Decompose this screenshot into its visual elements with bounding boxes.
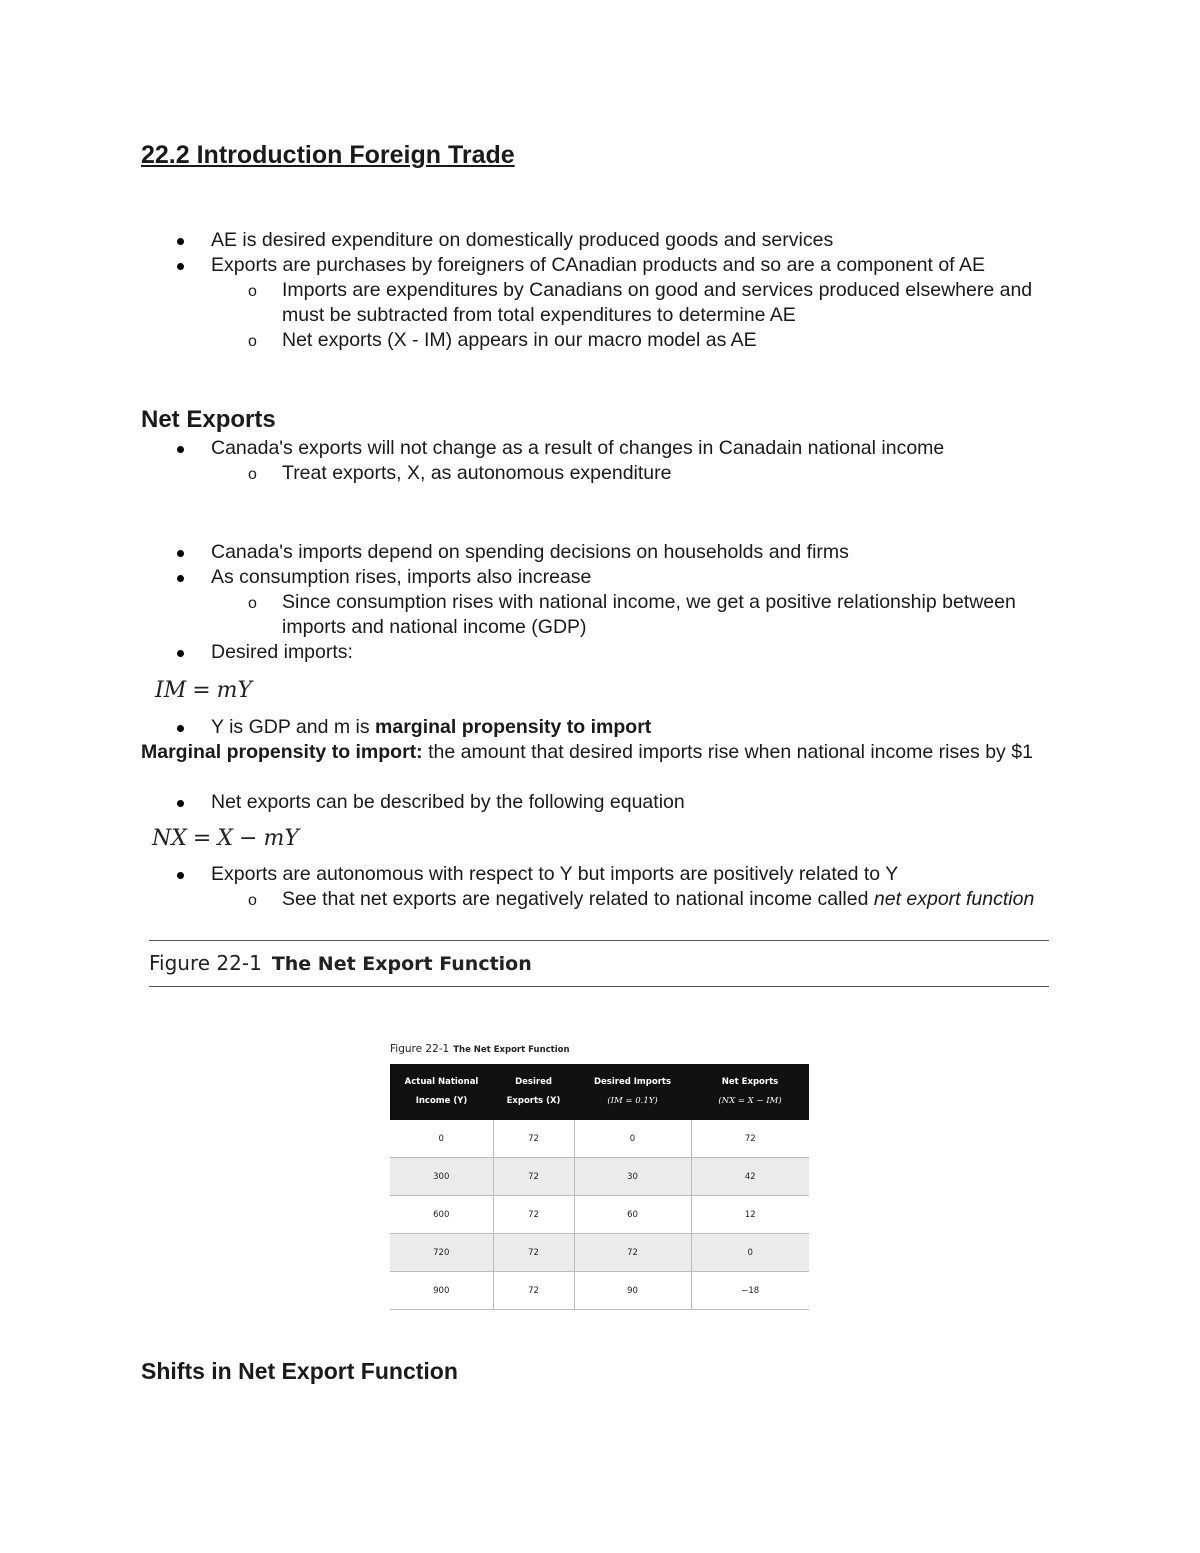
table-cell: 0	[390, 1120, 493, 1158]
mpi-list	[0, 715, 1046, 740]
inner-figure-name: The Net Export Function	[453, 1045, 570, 1055]
header-line: Income (Y)	[415, 1096, 468, 1106]
table-cell: 30	[574, 1158, 691, 1196]
header-line: (IM = 0.1Y)	[607, 1096, 658, 1106]
list-item: Canada's imports depend on spending decisions on households and firms	[0, 540, 1046, 565]
header-line: (NX = X − IM)	[718, 1096, 782, 1106]
list-item: o Imports are expenditures by Canadians on good and services produced elsewhere and must be subtracted from total expenditures to determine AE	[0, 278, 1042, 328]
equation-term: X	[217, 826, 234, 851]
header-line: Actual National	[404, 1077, 479, 1087]
list-item-text: See that net exports are negatively related to national income called	[282, 888, 874, 910]
shifts-heading: Shifts in Net Export Function	[141, 1358, 458, 1384]
table-cell: 600	[390, 1196, 493, 1234]
list-item-text: Y is GDP and m is	[211, 716, 376, 738]
list-item: o Treat exports, X, as autonomous expenditure	[0, 461, 1042, 486]
equation-operator: −	[239, 826, 258, 851]
figure-number: Figure 22-1	[149, 951, 262, 975]
table-cell: 42	[691, 1158, 809, 1196]
list-item: Exports are autonomous with respect to Y but imports are positively related to Y	[0, 862, 1046, 887]
list-item: Desired imports:	[0, 640, 1046, 665]
italic-term: net export function	[873, 888, 1035, 910]
table-cell: 72	[493, 1272, 574, 1310]
header-line: Net Exports	[721, 1077, 779, 1087]
table-cell: 0	[574, 1120, 691, 1158]
list-item: Exports are purchases by foreigners of CAnadian products and so are a component of AE	[0, 253, 1046, 278]
table-cell: 900	[390, 1272, 493, 1310]
table-cell: 72	[493, 1234, 574, 1272]
equation-imports	[155, 678, 252, 703]
table-row	[390, 1120, 809, 1158]
table-cell: 720	[390, 1234, 493, 1272]
table-cell: 72	[493, 1158, 574, 1196]
header-line: Exports (X)	[506, 1096, 561, 1106]
list-item: AE is desired expenditure on domestically produced goods and services	[0, 228, 1046, 253]
table-row	[390, 1272, 809, 1310]
figure-name: The Net Export Function	[271, 953, 532, 975]
intro-list	[0, 228, 1046, 353]
figure-rule-top	[149, 940, 1049, 941]
table-header	[390, 1064, 493, 1120]
table-cell: 12	[691, 1196, 809, 1234]
table-cell: 72	[691, 1120, 809, 1158]
bold-term: marginal propensity to import	[375, 716, 652, 738]
table-cell: 72	[574, 1234, 691, 1272]
net-exports-heading: Net Exports	[141, 406, 276, 433]
table-cell: 90	[574, 1272, 691, 1310]
list-item: Net exports can be described by the following equation	[0, 790, 1046, 815]
table-cell: 72	[493, 1120, 574, 1158]
list-item: o Net exports (X - IM) appears in our macro model as AE	[0, 328, 1042, 353]
equation-net-exports	[152, 826, 299, 851]
table-header	[493, 1064, 574, 1120]
function-list	[0, 862, 1046, 912]
definition-text: the amount that desired imports rise when national income rises by $1	[422, 741, 1033, 763]
header-line: Desired Imports	[593, 1077, 672, 1087]
definition-term: Marginal propensity to import:	[141, 741, 423, 763]
table-cell: 60	[574, 1196, 691, 1234]
table-cell: −18	[691, 1272, 809, 1310]
inner-figure-caption	[390, 1043, 570, 1055]
table-cell: 300	[390, 1158, 493, 1196]
section-heading: 22.2 Introduction Foreign Trade	[141, 141, 515, 169]
table-header	[574, 1064, 691, 1120]
list-item: As consumption rises, imports also increase	[0, 565, 1046, 590]
figure-rule-bottom	[149, 986, 1049, 987]
figure-image	[390, 1043, 810, 1299]
header-line: Desired	[515, 1077, 552, 1087]
imports-list	[0, 540, 1046, 665]
equation-operator: =	[192, 678, 211, 703]
table-row	[390, 1158, 809, 1196]
table-row	[390, 1234, 809, 1272]
table-header-row	[390, 1064, 809, 1120]
figure-caption	[149, 951, 532, 975]
list-item: o Since consumption rises with national income, we get a positive relationship between imports and national income (GDP)	[0, 590, 1042, 640]
net-export-table	[390, 1064, 809, 1310]
equation-operator: =	[192, 826, 212, 851]
exports-list	[0, 436, 1046, 486]
list-item	[0, 715, 1046, 740]
table-row	[390, 1196, 809, 1234]
list-item: Canada's exports will not change as a result of changes in Canadain national income	[0, 436, 1046, 461]
equation-intro-list	[0, 790, 1046, 815]
inner-figure-number: Figure 22-1	[390, 1043, 450, 1055]
list-item	[0, 887, 1042, 912]
definition-paragraph	[141, 740, 1041, 765]
table-cell: 72	[493, 1196, 574, 1234]
equation-rhs: mY	[263, 826, 299, 851]
equation-lhs: NX	[152, 826, 187, 851]
table-cell: 0	[691, 1234, 809, 1272]
equation-lhs: IM	[155, 678, 187, 703]
table-header	[691, 1064, 809, 1120]
equation-rhs: mY	[216, 678, 253, 703]
